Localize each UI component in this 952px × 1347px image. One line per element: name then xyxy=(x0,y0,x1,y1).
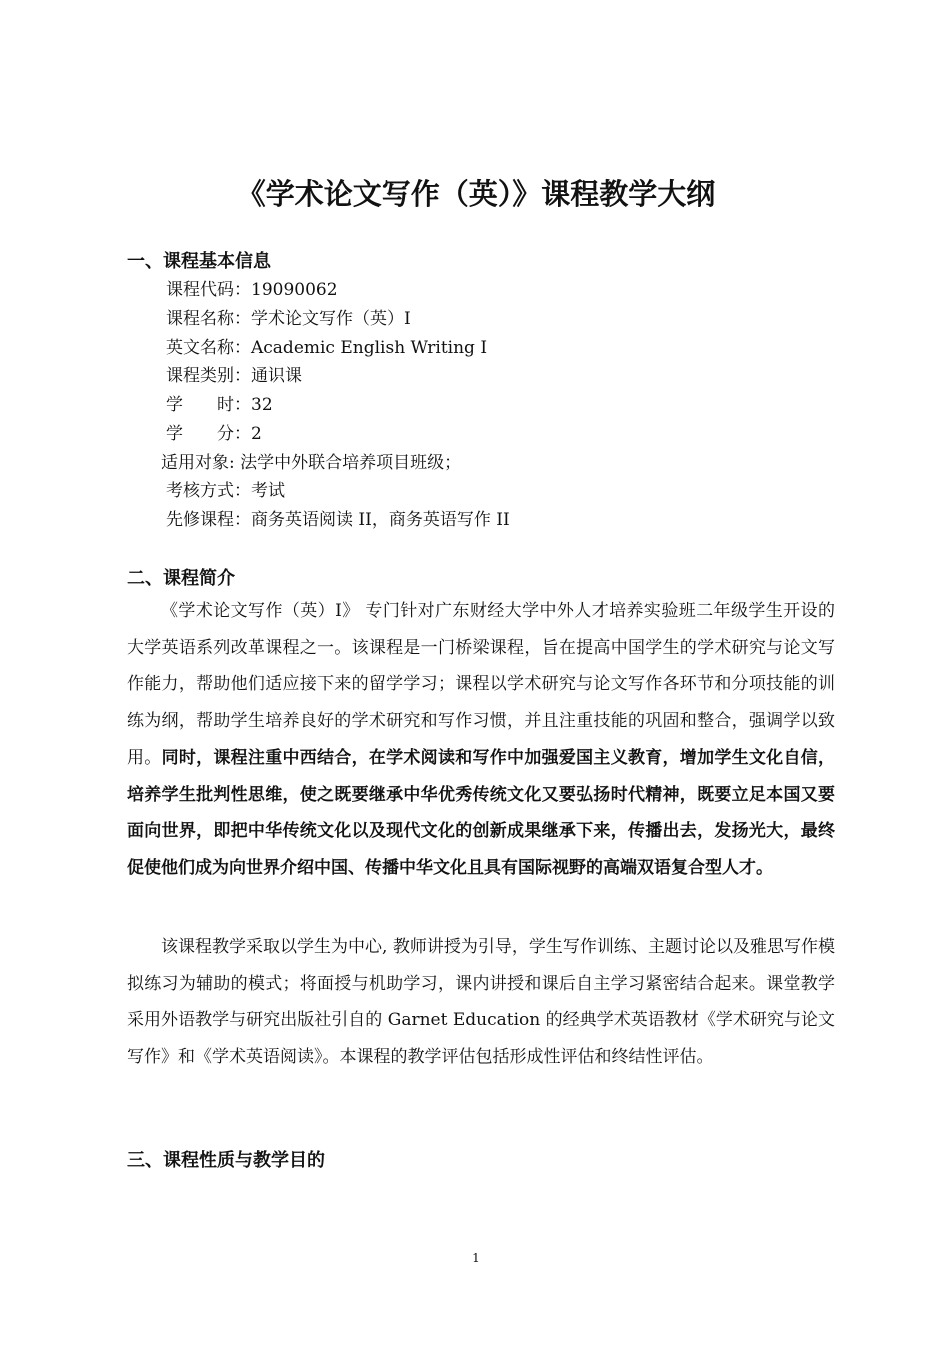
info-value: 32 xyxy=(251,395,273,415)
intro-paragraph-1 xyxy=(127,593,835,887)
course-info-list xyxy=(161,276,510,535)
intro-paragraph-1-text: 《学术论文写作（英）I》 专门针对广东财经大学中外人才培养实验班二年级学生开设的大学英语系列改革课程之一。该课程是一门桥梁课程，旨在提高中国学生的学术研究与论文写作能力，帮助他们适应接下来的留学学习；课程以学术研究与论文写作各环节和分项技能的训练为纲，帮助学生培养良好的学术研究和写作习惯，并且注重技能的巩固和整合，强调学以致用。 xyxy=(127,601,835,768)
info-value: 学术论文写作（英）I xyxy=(251,308,411,329)
info-label: 课程代码： xyxy=(166,280,251,300)
info-value: 19090062 xyxy=(251,280,338,300)
section-heading-introduction: 二、课程简介 xyxy=(127,568,235,589)
info-row-hours xyxy=(166,391,510,420)
info-row-course-name xyxy=(166,305,510,334)
info-label: 考核方式： xyxy=(166,481,251,502)
info-row-english-name xyxy=(166,334,510,363)
info-label: 学 分： xyxy=(166,423,251,444)
page-number: 1 xyxy=(472,1251,480,1265)
info-row-prerequisites xyxy=(166,506,510,535)
info-row-credits xyxy=(166,420,510,449)
info-label: 学 时： xyxy=(166,395,251,415)
info-value: 通识课 xyxy=(251,366,302,387)
info-row-course-category xyxy=(166,362,510,391)
info-label: 课程类别： xyxy=(166,366,251,387)
info-label: 英文名称： xyxy=(166,337,251,358)
info-value: Academic English Writing I xyxy=(251,337,488,358)
section-heading-nature-objectives: 三、课程性质与教学目的 xyxy=(127,1150,325,1171)
info-row-course-code xyxy=(166,276,510,305)
info-label: 课程名称： xyxy=(166,308,251,329)
section-heading-basic-info: 一、课程基本信息 xyxy=(127,251,271,272)
document-title: 《学术论文写作（英）》课程教学大纲 xyxy=(236,177,716,211)
intro-paragraph-2 xyxy=(127,929,835,1076)
info-value: 2 xyxy=(251,423,262,444)
info-label: 适用对象: xyxy=(161,452,241,473)
info-value: 商务英语阅读 II，商务英语写作 II xyxy=(251,510,510,530)
info-label: 先修课程： xyxy=(166,510,251,530)
info-value: 考试 xyxy=(251,481,285,502)
intro-paragraph-1-bold-text: 同时，课程注重中西结合，在学术阅读和写作中加强爱国主义教育，增加学生文化自信，培养学生批判性思维，使之既要继承中华优秀传统文化又要弘扬时代精神，既要立足本国又要面向世界，即把中华传统文化以及现代文化的创新成果继承下来，传播出去，发扬光大，最终促使他们成为向世界介绍中国、传播中华文化且具有国际视野的高端双语复合型人才。 xyxy=(127,747,836,878)
info-row-target-audience xyxy=(161,449,510,478)
info-value: 法学中外联合培养项目班级； xyxy=(240,452,462,473)
info-row-assessment xyxy=(166,477,510,506)
intro-paragraph-2-text: 该课程教学采取以学生为中心, 教师讲授为引导，学生写作训练、主题讨论以及雅思写作模拟练习为辅助的模式；将面授与机助学习，课内讲授和课后自主学习紧密结合起来。课堂教学采用外语教学与研究出版社引自的 Garnet Education 的经典学术英语教材《学术研究与论文写作》和《学术英语阅读》。本课程的教学评估包括形成性评估和终结性评估。 xyxy=(127,937,835,1068)
